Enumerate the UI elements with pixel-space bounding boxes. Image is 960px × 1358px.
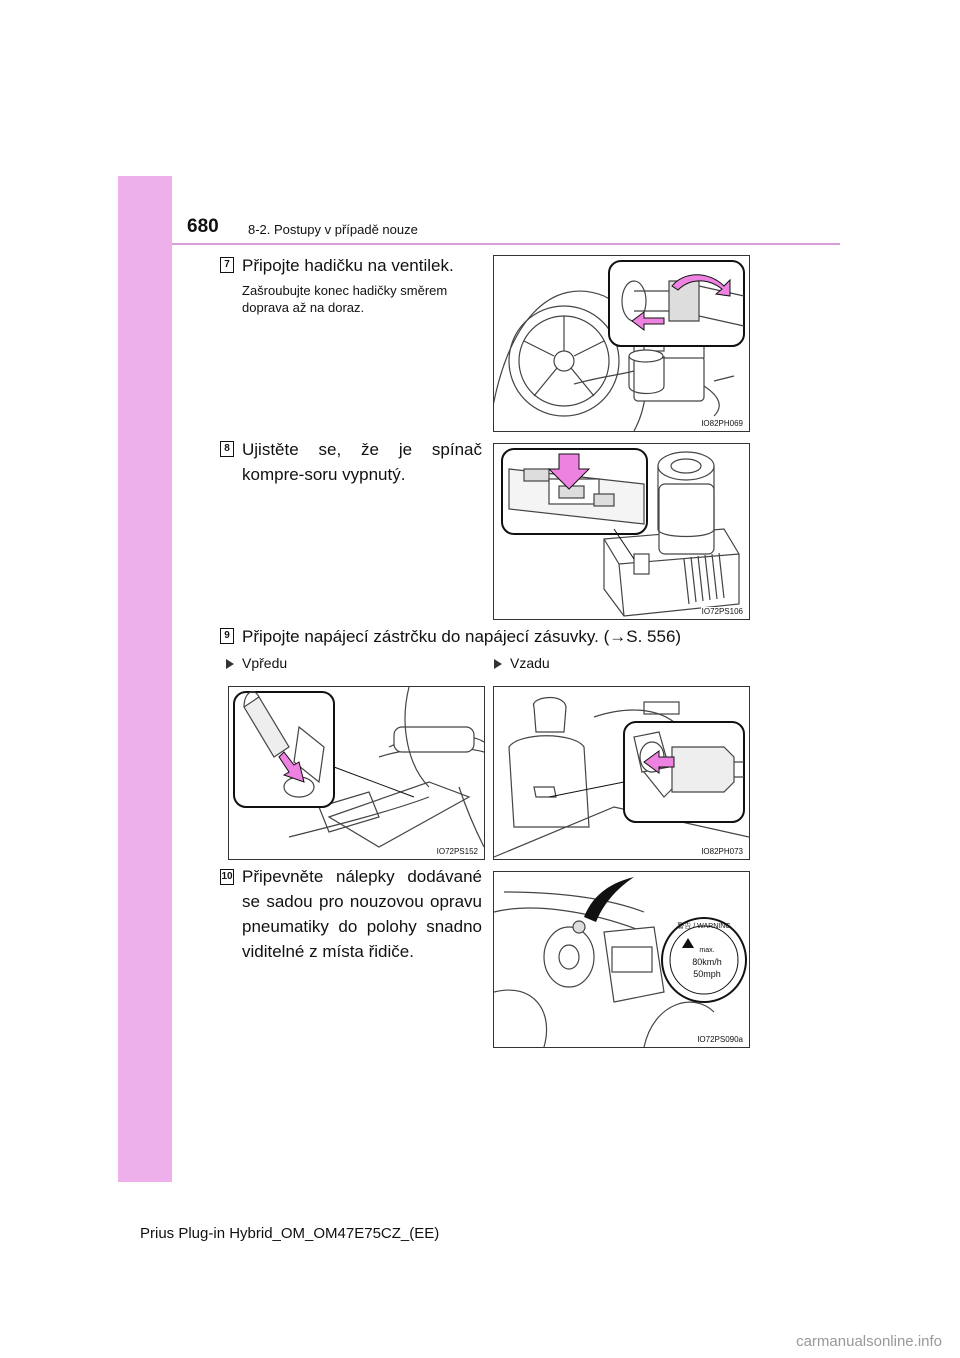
page-number: 680 (187, 216, 219, 237)
figure-hose-valve (493, 255, 750, 432)
step-subtext: Zašroubujte konec hadičky směrem doprava až na doraz. (242, 283, 448, 315)
rear-label: Vzadu (494, 655, 550, 671)
step-number: 9 (220, 628, 234, 644)
sticker-max: max. (699, 947, 715, 954)
sticker-top-text: 警告 / WARNING (677, 923, 731, 930)
triangle-bullet-icon (494, 659, 502, 669)
sidebar-tab (118, 176, 172, 1182)
header-divider (172, 243, 840, 245)
figure-compressor-switch (493, 443, 750, 620)
figure-rear-outlet (493, 686, 750, 860)
step-number: 8 (220, 441, 234, 457)
step-text: Připojte hadičku na ventilek. (242, 256, 454, 275)
footer-doc-id: Prius Plug-in Hybrid_OM_OM47E75CZ_(EE) (140, 1225, 440, 1242)
figure-code: IO72PS152 (436, 847, 478, 856)
step-text: Připojte napájecí zástrčku do napájecí zásuvky. (→S. 556) (242, 627, 682, 646)
step-number: 10 (220, 869, 234, 885)
figure-code: IO82PH069 (701, 419, 743, 428)
step-text: Připevněte nálepky dodávané se sadou pro nouzovou opravu pneumatiky do polohy snadno viditelné z místa řidiče. (242, 867, 482, 961)
watermark: carmanualsonline.info (796, 1333, 942, 1350)
section-title: 8-2. Postupy v případě nouze (248, 222, 418, 237)
figure-front-outlet (228, 686, 485, 860)
front-label: Vpředu (226, 655, 287, 671)
figure-code: IO82PH073 (701, 847, 743, 856)
sticker-kmh: 80km/h (692, 957, 722, 967)
sticker-mph: 50mph (693, 969, 721, 979)
step-text: Ujistěte se, že je spínač kompre-soru vypnutý. (242, 440, 482, 484)
figure-sticker-placement (493, 871, 750, 1048)
figure-code: IO72PS090a (697, 1035, 743, 1044)
figure-code: IO72PS106 (701, 607, 743, 616)
step-number: 7 (220, 257, 234, 273)
triangle-bullet-icon (226, 659, 234, 669)
